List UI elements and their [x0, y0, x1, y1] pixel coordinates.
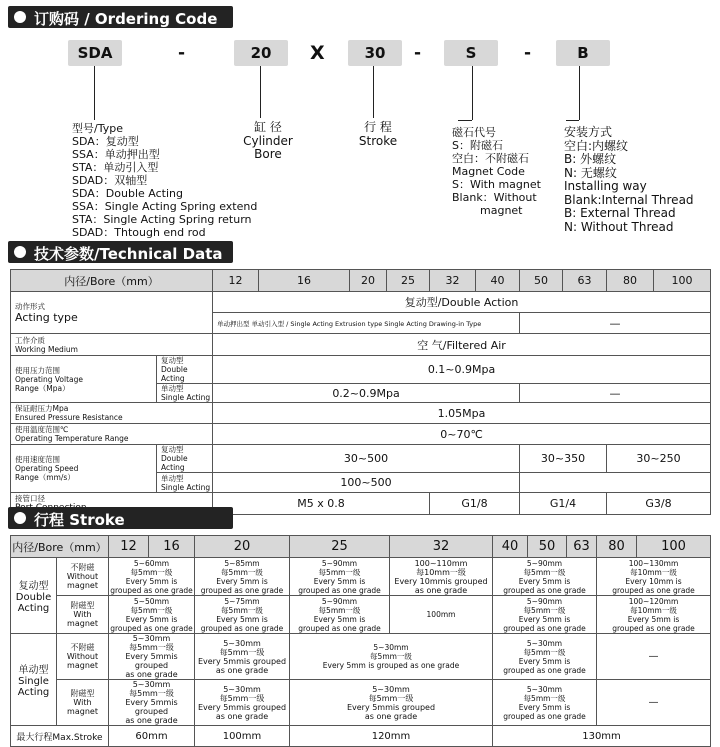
- bullet-icon: [14, 11, 26, 23]
- tech-proof-label: 保证耐压力Mpa Ensured Pressure Resistance: [11, 403, 213, 424]
- tech-speed-double-label: 复动型 Double Acting: [157, 445, 213, 473]
- stroke-bore-20: 20: [195, 536, 290, 558]
- ordering-code-title: 订购码 / Ordering Code: [34, 10, 218, 28]
- code-bore-box: 20: [234, 40, 288, 66]
- tech-speed-double-row: [11, 445, 711, 473]
- stroke-max-label: 最大行程Max.Stroke: [11, 726, 109, 747]
- stroke-max-c: 120mm: [290, 726, 493, 747]
- tech-acting-label: 动作形式 Acting type: [11, 292, 213, 334]
- stroke-r4-c4: 5~30mm 每5mm一级 Every 5mm is grouped as one grade: [493, 680, 597, 726]
- tech-bore-25: 25: [387, 270, 430, 292]
- tech-bore-50: 50: [520, 270, 563, 292]
- code-stroke-box: 30: [348, 40, 402, 66]
- leader-type: [94, 66, 95, 120]
- stroke-r3-c4: 5~30mm 每5mm一级 Every 5mm is grouped as one grade: [493, 634, 597, 680]
- leader-bore: [260, 66, 261, 118]
- stroke-table-wrap: [10, 535, 711, 747]
- stroke-r2-c6: 100~120mm 每10mm一级 Every 5mm is grouped as one grade: [597, 596, 711, 634]
- code-dash-2: -: [414, 43, 422, 63]
- stroke-max-d: 130mm: [493, 726, 711, 747]
- tech-bore-12: 12: [213, 270, 259, 292]
- type-legend: 型号/Type SDA：复动型 SSA：单动押出型 STA：单动引入型 SDAD：双轴型 SDA：Double Acting SSA：Single Acting Spring extend STA：Single Acting Spring return SDAD：Thtough end rod: [72, 122, 258, 239]
- tech-temp-label: 使用温度范围℃ Operating Temperature Range: [11, 424, 213, 445]
- stroke-r2-c5: 5~90mm 每5mm一级 Every 5mm is grouped as one grade: [493, 596, 597, 634]
- stroke-r2-c3: 5~90mm 每5mm一级 Every 5mm is grouped as one grade: [290, 596, 390, 634]
- tech-port-d: G3/8: [607, 493, 711, 515]
- tech-proof-row: [11, 403, 711, 424]
- stroke-double-nomag-row: [11, 558, 711, 596]
- stroke-mag-label: 附磁型 With magnet: [57, 596, 109, 634]
- stroke-bore-63: 63: [567, 536, 597, 558]
- tech-acting-double: 复动型/Double Action: [213, 292, 711, 313]
- stroke-header: [8, 507, 233, 529]
- tech-bore-80: 80: [607, 270, 654, 292]
- stroke-r1-c6: 100~130mm 每10mm一级 Every 10mm is grouped as one grade: [597, 558, 711, 596]
- tech-port-c: G1/4: [520, 493, 607, 515]
- stroke-bore-label: 内径/Bore（mm）: [11, 536, 109, 558]
- tech-temp-row: [11, 424, 711, 445]
- stroke-r3-c1: 5~30mm 每5mm一级 Every 5mmis grouped as one grade: [109, 634, 195, 680]
- tech-medium-row: [11, 334, 711, 356]
- stroke-r1-c1: 5~60mm 每5mm一级 Every 5mm is grouped as one grade: [110, 558, 193, 595]
- leader-magnet: [472, 66, 473, 120]
- stroke-bore-40: 40: [493, 536, 528, 558]
- bullet-icon: [14, 512, 26, 524]
- tech-acting-single: 单动押出型 单动引入型 / Single Acting Extrusion type Single Acting Drawing-in Type: [213, 313, 520, 334]
- tech-pressure-single-label: 单动型 Single Acting: [157, 384, 213, 403]
- stroke-r2-c1: 5~50mm 每5mm一级 Every 5mm is grouped as one grade: [110, 596, 193, 633]
- leader-thread: [579, 66, 580, 120]
- stroke-r4-c3: 5~30mm 每5mm一级 Every 5mmis grouped as one grade: [290, 680, 493, 726]
- thread-legend: 安装方式 空白:内螺纹 B: 外螺纹 N: 无螺纹 Installing way Blank:Internal Thread B: External Thread N: Without Thread: [564, 125, 694, 234]
- stroke-r3-c2: 5~30mm 每5mm一级 Every 5mmis grouped as one grade: [195, 634, 290, 680]
- tech-temp-value: 0~70℃: [213, 424, 711, 445]
- stroke-r4-c2: 5~30mm 每5mm一级 Every 5mmis grouped as one grade: [195, 680, 290, 726]
- tech-medium-label: 工作介质 Working Medium: [11, 334, 213, 356]
- stroke-r4-c1: 5~30mm 每5mm一级 Every 5mmis grouped as one grade: [109, 680, 195, 726]
- stroke-double-mag-row: [11, 596, 711, 634]
- tech-bore-100: 100: [654, 270, 711, 292]
- leader-stroke: [373, 66, 374, 118]
- stroke-bore-100: 100: [637, 536, 711, 558]
- code-thread-box: B: [556, 40, 610, 66]
- tech-speed-double-b: 30~350: [520, 445, 607, 473]
- stroke-legend: 行 程 Stroke: [358, 120, 398, 148]
- tech-speed-double-c: 30~250: [607, 445, 711, 473]
- tech-port-a: M5 x 0.8: [213, 493, 430, 515]
- ordering-code-header: [8, 6, 233, 28]
- stroke-nomag-label: 不附磁 Without magnet: [57, 558, 109, 596]
- tech-pressure-single-value: 0.2~0.9Mpa: [213, 384, 520, 403]
- tech-bore-32: 32: [430, 270, 476, 292]
- stroke-bore-80: 80: [597, 536, 637, 558]
- stroke-r2-c2: 5~75mm 每5mm一级 Every 5mm is grouped as one grade: [195, 596, 290, 634]
- tech-port-label: 接管口径: [11, 493, 213, 515]
- code-dash-1: -: [178, 43, 186, 63]
- stroke-r3-c3: 5~30mm 每5mm一级 Every 5mm is grouped as one grade: [290, 634, 493, 680]
- tech-acting-row: [11, 292, 711, 313]
- tech-bore-63: 63: [563, 270, 607, 292]
- stroke-single-nomag-row: [11, 634, 711, 680]
- technical-data-header: [8, 241, 233, 263]
- stroke-bore-50: 50: [528, 536, 567, 558]
- stroke-double-label: 复动型 Double Acting: [11, 558, 57, 634]
- stroke-r4-dash: —: [597, 680, 711, 726]
- technical-table: [10, 269, 711, 515]
- tech-speed-single-label: 单动型 Single Acting: [157, 473, 213, 493]
- tech-bore-label: 内径/Bore（mm）: [11, 270, 213, 292]
- stroke-title: 行程 Stroke: [34, 511, 125, 529]
- code-dash-3: -: [524, 43, 532, 63]
- stroke-table: [10, 535, 711, 747]
- stroke-r1-c5: 5~90mm 每5mm一级 Every 5mm is grouped as one grade: [493, 558, 597, 596]
- tech-bore-20: 20: [350, 270, 387, 292]
- tech-speed-single-blank: [520, 473, 711, 493]
- technical-data-title: 技术参数/Technical Data: [34, 245, 223, 263]
- tech-bore-40: 40: [476, 270, 520, 292]
- tech-pressure-double-row: [11, 356, 711, 384]
- tech-speed-label: 使用速度范围 Operating Speed Range（mm/s）: [11, 445, 157, 493]
- stroke-max-b: 100mm: [195, 726, 290, 747]
- code-magnet-box: S: [444, 40, 498, 66]
- tech-bore-16: 16: [259, 270, 350, 292]
- tech-speed-double-a: 30~500: [213, 445, 520, 473]
- stroke-bore-row: [11, 536, 711, 558]
- leader-magnet-tick: [458, 120, 472, 121]
- stroke-max-a: 60mm: [109, 726, 195, 747]
- stroke-max-row: [11, 726, 711, 747]
- tech-speed-single-value: 100~500: [213, 473, 520, 493]
- stroke-bore-16: 16: [149, 536, 195, 558]
- tech-bore-row: [11, 270, 711, 292]
- stroke-bore-12: 12: [109, 536, 149, 558]
- tech-medium-value: 空 气/Filtered Air: [213, 334, 711, 356]
- bullet-icon: [14, 246, 26, 258]
- stroke-single-label: 单动型 Single Acting: [11, 634, 57, 726]
- stroke-r1-c4: 100~110mm 每10mm一级 Every 10mmis grouped as one grade: [390, 558, 493, 596]
- bore-legend: 缸 径 Cylinder Bore: [243, 120, 293, 161]
- tech-proof-value: 1.05Mpa: [213, 403, 711, 424]
- tech-pressure-double-value: 0.1~0.9Mpa: [213, 356, 711, 384]
- tech-pressure-single-dash: —: [520, 384, 711, 403]
- tech-pressure-label: 使用压力范围 Operating Voltage Range（Mpa）: [11, 356, 157, 403]
- code-type-box: SDA: [68, 40, 122, 66]
- stroke-r2-c4: 100mm: [390, 596, 493, 634]
- tech-pressure-double-label: 复动型 Double Acting: [157, 356, 213, 384]
- stroke-bore-32: 32: [390, 536, 493, 558]
- stroke-r3-dash: —: [597, 634, 711, 680]
- magnet-legend: 磁石代号 S：附磁石 空白：不附磁石 Magnet Code S：With magnet Blank：Without magnet: [452, 126, 541, 217]
- technical-table-wrap: [10, 269, 711, 515]
- stroke-r1-c2: 5~85mm 每5mm一级 Every 5mm is grouped as one grade: [195, 558, 290, 596]
- stroke-r1-c3: 5~90mm 每5mm一级 Every 5mm is grouped as one grade: [290, 558, 390, 596]
- code-x: X: [310, 42, 325, 64]
- tech-acting-single-dash: —: [520, 313, 711, 334]
- tech-port-b: G1/8: [430, 493, 520, 515]
- leader-thread-tick: [566, 120, 579, 121]
- stroke-single-mag-row: [11, 680, 711, 726]
- stroke-nomag-label-2: 不附磁 Without magnet: [57, 634, 109, 680]
- stroke-bore-25: 25: [290, 536, 390, 558]
- stroke-mag-label-2: 附磁型 With magnet: [57, 680, 109, 726]
